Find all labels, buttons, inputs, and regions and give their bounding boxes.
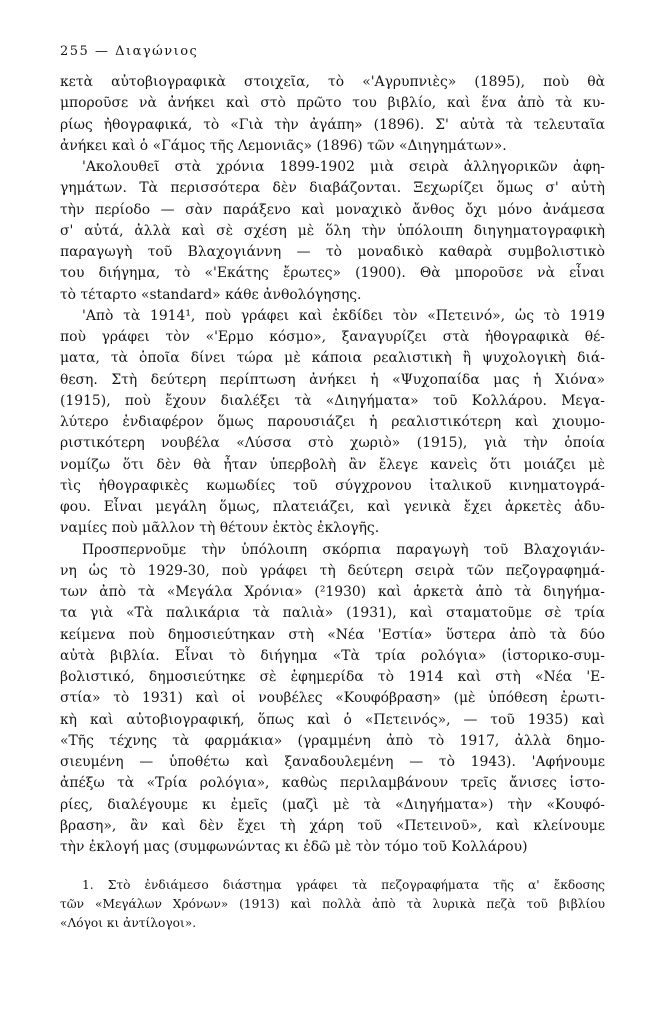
text-line: 'Απὸ τὰ 1914¹, ποὺ γράφει καὶ ἐκδίδει τὸν «Πετεινό», ὡς τὸ 1919 <box>82 307 605 324</box>
text-line: τὸ τέταρτο «standard» κάθε ἀνθολόγησης. <box>60 286 362 303</box>
text-line: τὶς ἠθογραφικὲς κωμωδίες τοῦ σύγχρονου ἰταλικοῦ κινηματογρά- <box>60 477 605 494</box>
text-line: ρίες, διαλέγουμε κι ἐμεῖς (μαζὶ μὲ τὰ «Διηγήματα») τὴν «Κουφό- <box>60 796 605 813</box>
text-line: νη ὡς τὸ 1929-30, ποὺ γράφει τὴ δεύτερη σειρὰ τῶν πεζογραφημά- <box>60 562 605 579</box>
text-line: φου. Εἶναι μεγάλη ὅμως, πλατειάζει, καὶ γενικὰ ἔχει ἀρκετὲς ἀδυ- <box>60 499 605 515</box>
text-line: θεση. Στὴ δεύτερη περίπτωση ἀνήκει ἡ «Ψυχοπαίδα μας ἡ Χιόνα» <box>60 371 605 388</box>
text-line: ποὺ γράφει τὸν «'Ερμο κόσμο», ξαναγυρίζει στὰ ἠθογραφικὰ θέ- <box>60 329 605 345</box>
text-line: ἀπέξω τὰ «Τρία ρολόγια», καθὼς περιλαμβάνουν τρεῖς ἄνισες ἱστο- <box>60 775 605 792</box>
text-line: νομίζω ὅτι δὲν θὰ ἦταν ὑπερβολὴ ἂν ἔλεγε κανεὶς ὅτι μοιάζει μὲ <box>60 456 605 473</box>
text-line: ματα, τὰ ὁποῖα δίνει τώρα μὲ κάποια ρεαλιστικὴ ἢ ψυχολογικὴ διά- <box>60 350 605 367</box>
main-text <box>60 72 605 858</box>
text-line: τα γιὰ «Τὰ παλικάρια τὰ παλιὰ» (1931), καὶ σταματοῦμε σὲ τρία <box>60 605 605 622</box>
text-line: ριστικότερη νουβέλα «Λύσσα στὸ χωριὸ» (1915), γιὰ τὴν ὁποία <box>60 435 605 452</box>
text-line: βραση», ἂν καὶ δὲν ἔχει τὴ χάρη τοῦ «Πετεινοῦ», καὶ κλείνουμε <box>60 817 605 834</box>
text-line: στία» τὸ 1931) καὶ οἱ νουβέλες «Κουφόβραση» (μὲ ὑπόθεση ἐρωτι- <box>60 690 605 707</box>
text-line: μποροῦσε νὰ ἀνήκει καὶ στὸ πρῶτο του βιβλίο, καὶ ἕνα ἀπὸ τὰ κυ- <box>60 95 605 112</box>
text-line: παραγωγὴ τοῦ Βλαχογιάννη — τὸ μοναδικὸ καθαρὰ συμβολιστικὸ <box>60 244 605 260</box>
text-line: τὴν περίοδο — σὰν παράξενο καὶ μοναχικὸ ἄνθος ὄχι μόνο ἀνάμεσα <box>60 201 605 218</box>
text-line: των ἀπὸ τὰ «Μεγάλα Χρόνια» (²1930) καὶ ἀρκετὰ ἀπὸ τὰ διηγήμα- <box>60 584 605 600</box>
text-line: σιευμένη — ὑποθέτω καὶ ξαναδουλεμένη — τὸ 1943). 'Αφήνουμε <box>60 754 605 770</box>
text-line: κὴ καὶ αὐτοβιογραφική, ὅπως καὶ ὁ «Πετεινός», — τοῦ 1935) καὶ <box>60 711 605 728</box>
footnotes <box>60 876 605 933</box>
text-line: του διήγημα, τὸ «'Εκάτης ἔρωτες» (1900). Θὰ μποροῦσε νὰ εἶναι <box>60 265 605 282</box>
running-head: 255 — Διαγώνιος <box>60 44 199 59</box>
text-line: τὴν ἐκλογή μας (συμφωνώντας κι ἐδῶ μὲ τὸν τόμο τοῦ Κολλάρου) <box>60 839 528 855</box>
text-line: γημάτων. Τὰ περισσότερα δὲν διαβάζονται. Ξεχωρίζει ὅμως σ' αὐτὴ <box>60 180 605 197</box>
text-line: ναμίες ποὺ μᾶλλον τὴ θέτουν ἐκτὸς ἐκλογῆς. <box>60 520 380 537</box>
footnote-line: τῶν «Μεγάλων Χρόνων» (1913) καὶ πολλὰ ἀπὸ τὰ λυρικὰ πεζὰ τοῦ βιβλίου <box>60 897 605 911</box>
text-line: (1915), ποὺ ἔχουν διαλέξει τὰ «Διηγήματα» τοῦ Κολλάρου. Μεγα- <box>60 392 605 409</box>
text-line: σ' αὐτά, ἀλλὰ καὶ σὲ σχέση μὲ ὅλη τὴν ὑπόλοιπη διηγηματογραφικὴ <box>60 222 605 239</box>
text-line: Προσπερνοῦμε τὴν ὑπόλοιπη σκόρπια παραγωγὴ τοῦ Βλαχογιάν- <box>82 541 605 558</box>
text-line: κείμενα ποὺ δημοσιεύτηκαν στὴ «Νέα 'Εστία» ὕστερα ἀπὸ τὰ δύο <box>60 626 605 643</box>
footnote-line: 1. Στὸ ἐνδιάμεσο διάστημα γράφει τὰ πεζογραφήματα τῆς α' ἔκδοσης <box>82 878 605 892</box>
text-line: ρίως ἠθογραφικά, τὸ «Γιὰ τὴν ἀγάπη» (1896). Σ' αὐτὰ τὰ τελευταῖα <box>60 116 605 133</box>
text-line: αὐτὰ βιβλία. Εἶναι τὸ διήγημα «Τὰ τρία ρολόγια» (ἱστορικο-συμ- <box>60 647 605 664</box>
text-line: ἀνήκει καὶ ὁ «Γάμος τῆς Λεμονιᾶς» (1896) τῶν «Διηγημάτων». <box>60 137 507 154</box>
footnote-line: «Λόγοι κι ἀντίλογοι». <box>60 916 197 930</box>
text-line: κετὰ αὐτοβιογραφικὰ στοιχεῖα, τὸ «'Αγρυπνιὲς» (1895), ποὺ θὰ <box>60 74 605 90</box>
text-line: 'Ακολουθεῖ στὰ χρόνια 1899-1902 μιὰ σειρὰ ἀλληγορικῶν ἀφη- <box>82 159 605 175</box>
text-line: «Τῆς τέχνης τὰ φαρμάκια» (γραμμένη ἀπὸ τὸ 1917, ἀλλὰ δημο- <box>60 732 605 749</box>
text-line: βολιστικό, δημοσιεύτηκε σὲ ἐφημερίδα τὸ 1914 καὶ στὴ «Νέα 'Ε- <box>60 669 605 685</box>
text-line: λύτερο ἐνδιαφέρον ὅμως παρουσιάζει ἡ ρεαλιστικότερη καὶ χιουμο- <box>60 414 605 430</box>
